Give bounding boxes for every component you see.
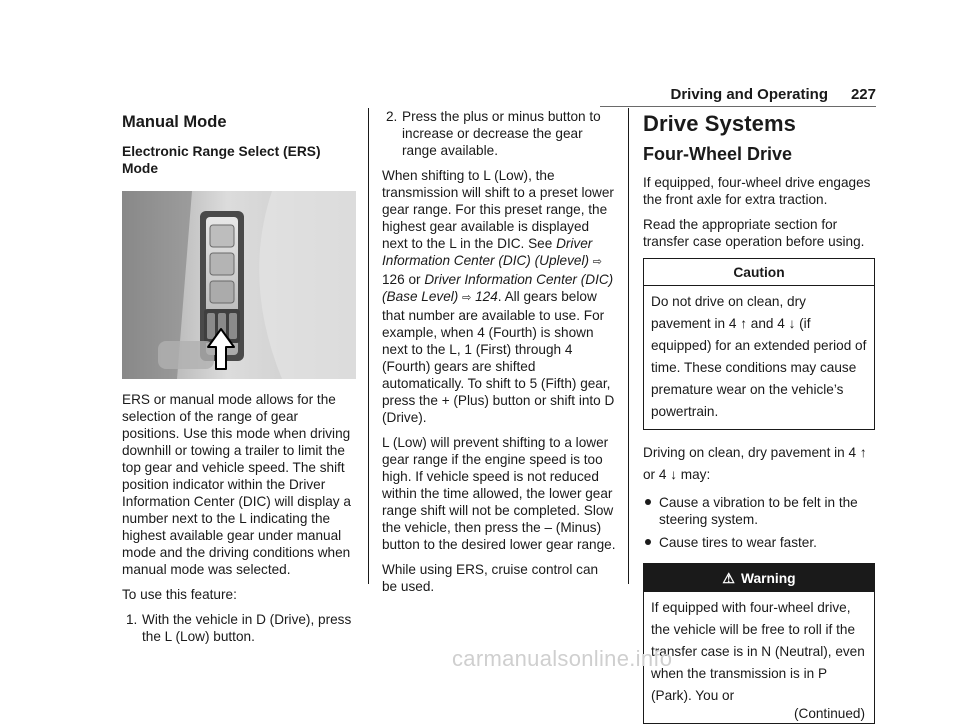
header-rule <box>600 106 876 107</box>
four-wheel-intro: If equipped, four-wheel drive engages the front axle for extra traction. <box>643 175 871 207</box>
step-2-text: Press the plus or minus button to increase or decrease the gear range available. <box>402 109 601 158</box>
step-1-number: 1. <box>126 612 138 627</box>
bullet-icon <box>645 539 651 545</box>
cruise-control-paragraph: While using ERS, cruise control can be used. <box>382 562 599 594</box>
caution-text-2: and 4 <box>750 316 785 331</box>
warning-title: Warning <box>740 571 796 586</box>
transfer-case-note: Read the appropriate section for transfer case operation before using. <box>643 217 865 249</box>
header-section-title: Driving and Operating <box>670 86 828 103</box>
step-2-number: 2. <box>386 109 398 124</box>
warning-header <box>644 564 874 592</box>
warning-body <box>644 592 874 723</box>
arrow-down-icon: ↓ <box>788 316 796 331</box>
dry-pavement-text-1: Driving on clean, dry pavement in 4 <box>643 445 857 460</box>
bullet-icon <box>645 499 651 505</box>
page-number: 227 <box>850 86 876 103</box>
caution-box <box>643 258 875 430</box>
use-feature-intro: To use this feature: <box>122 587 237 602</box>
step-1-text: With the vehicle in D (Drive), press the L (Low) button. <box>142 612 352 644</box>
list-item <box>643 534 875 551</box>
caution-title: Caution <box>644 259 874 286</box>
running-header <box>600 84 876 106</box>
warning-text: If equipped with four-wheel drive, the vehicle will be free to roll if the transfer case is in N (Neutral), even when the transmission is in P (Park). You or <box>651 600 865 703</box>
low-prevent-paragraph: L (Low) will prevent shifting to a lower gear range if the engine speed is too high. If vehicle speed is not reduced within the time allowed, the lower gear range shift will not be completed. Slow the vehicle, then press the – (Minus) button to the desired lower gear range. <box>382 435 616 552</box>
watermark: carmanualsonline.info <box>452 646 673 671</box>
page-ref-124[interactable]: 124 <box>475 289 498 304</box>
step-2 <box>382 108 616 159</box>
dry-pavement-paragraph <box>643 442 875 486</box>
bullet-text-vibration: Cause a vibration to be felt in the steering system. <box>659 495 858 527</box>
dry-pavement-text-3: may: <box>680 467 711 482</box>
page-ref-126[interactable]: 126 <box>382 272 405 287</box>
list-item <box>643 494 875 528</box>
arrow-up-icon: ↑ <box>859 445 867 460</box>
chapter-heading-drive-systems: Drive Systems <box>643 111 796 136</box>
caution-text-3: (if equipped) for an extended period of time. These conditions may cause premature wear on the vehicle’s powertrain. <box>651 316 867 419</box>
link-dic-base-level[interactable]: Driver Information Center (DIC) (Base Level) <box>382 272 614 304</box>
step-1 <box>122 611 356 645</box>
warning-triangle-icon: ⚠ <box>722 570 735 586</box>
page-ref-arrow-icon: ⇨ <box>592 256 602 268</box>
low-shift-paragraph <box>382 167 616 426</box>
subheading-ers-mode: Electronic Range Select (ERS) Mode <box>122 144 321 176</box>
middle-column <box>382 108 616 603</box>
steps-list-part1 <box>122 611 356 645</box>
arrow-down-icon: ↓ <box>670 467 678 482</box>
low-shift-text-2: . All gears below that number are available to use. For example, when 4 (Fourth) is shown next to the L, 1 (First) through 4 (Fourth) gears are shifted automatically. To shift to 5 (Fifth) gear, press the + (Plus) button or shift into D (Drive). <box>382 289 615 425</box>
column-divider-left <box>368 108 369 584</box>
ers-description: ERS or manual mode allows for the selection of the range of gear positions. Use this mode when driving downhill or towing a trailer to limit the top gear and vehicle speed. The shift position indicator within the Driver Information Center (DIC) will display a number next to the L indicating the highest available gear under manual mode and the driving conditions when manual mode was selected. <box>122 392 351 577</box>
right-column <box>643 108 875 724</box>
bullet-text-tire-wear: Cause tires to wear faster. <box>659 535 817 550</box>
warning-box <box>643 563 875 724</box>
caution-body <box>644 286 874 429</box>
arrow-up-icon: ↑ <box>740 316 747 331</box>
effects-list <box>643 494 875 551</box>
caution-text-1: Do not drive on clean, dry pavement in 4 <box>651 294 806 331</box>
column-divider-right <box>628 108 629 584</box>
left-column <box>122 108 356 653</box>
topic-heading-four-wheel-drive: Four-Wheel Drive <box>643 144 793 164</box>
ers-photo-illustration <box>122 191 356 379</box>
steps-list-part2 <box>382 108 616 159</box>
ers-button-photo <box>122 191 356 379</box>
section-heading-manual-mode: Manual Mode <box>122 113 227 131</box>
ref-or: or <box>408 272 421 287</box>
dry-pavement-text-2: or 4 <box>643 467 667 482</box>
continued-label: (Continued) <box>793 706 865 721</box>
page-ref-arrow-icon: ⇨ <box>462 292 472 304</box>
link-dic-uplevel[interactable]: Driver Information Center (DIC) (Uplevel) <box>382 236 593 268</box>
low-shift-text-1: When shifting to L (Low), the transmission will shift to a preset lower gear range. For this preset range, the highest gear available is displayed next to the L in the DIC. See <box>382 168 614 251</box>
